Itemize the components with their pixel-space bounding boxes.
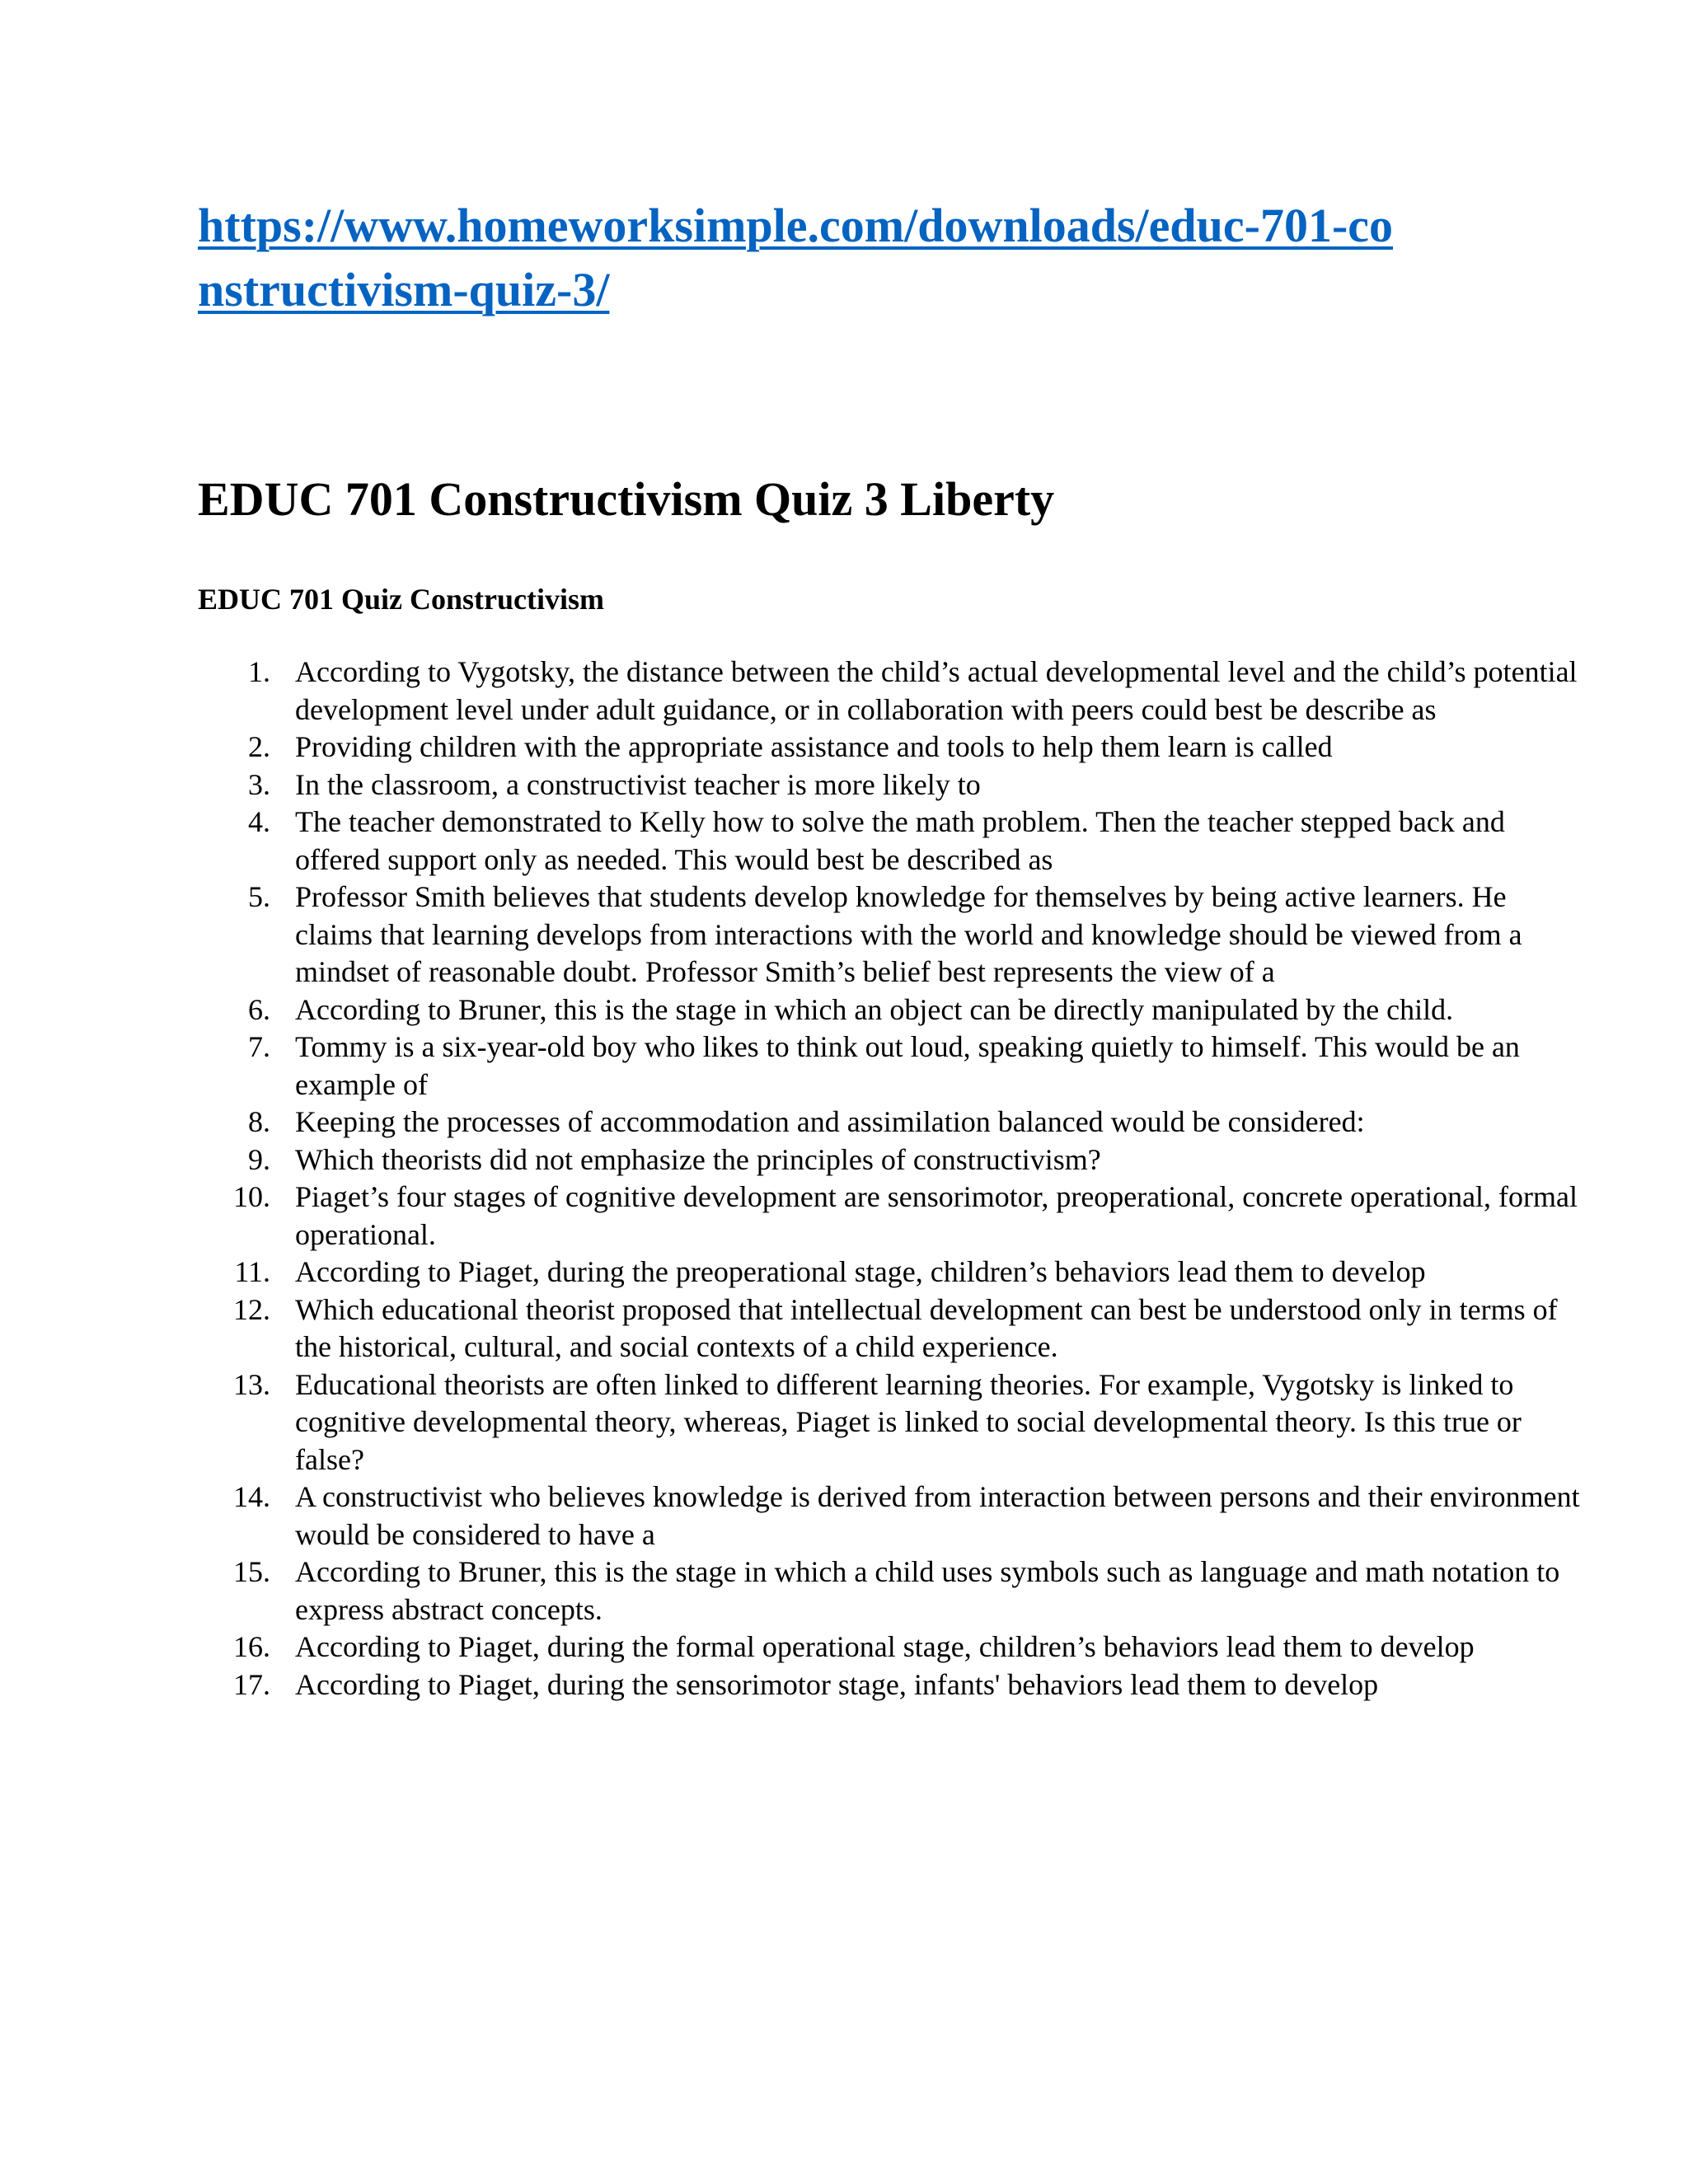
question-number: 3.: [248, 767, 270, 801]
question-number: 7.: [248, 1030, 270, 1063]
question-number: 16.: [233, 1630, 270, 1663]
question-number: 10.: [233, 1180, 270, 1213]
question-text: A constructivist who believes knowledge is derived from interaction between persons and their environment would be considered to have a: [295, 1480, 1580, 1551]
question-item-15: [198, 1554, 1581, 1629]
question-text: According to Piaget, during the formal operational stage, children’s behaviors lead them to develop: [295, 1630, 1475, 1663]
question-text: Providing children with the appropriate assistance and tools to help them learn is called: [295, 730, 1333, 763]
question-number: 5.: [248, 880, 270, 913]
question-item-13: [198, 1366, 1581, 1479]
question-number: 15.: [233, 1555, 270, 1588]
question-text: Professor Smith believes that students develop knowledge for themselves by being active learners. He claims that learning develops from interactions with the world and knowledge should be viewed from a mindset of reasonable doubt. Professor Smith’s belief best represents the view of a: [295, 880, 1522, 988]
question-item-14: [198, 1479, 1581, 1554]
question-text: According to Bruner, this is the stage in which an object can be directly manipulated by the child.: [295, 992, 1454, 1026]
question-item-16: [198, 1629, 1581, 1666]
document-subtitle: EDUC 701 Quiz Constructivism: [198, 583, 604, 616]
question-text: Keeping the processes of accommodation and assimilation balanced would be considered:: [295, 1105, 1365, 1138]
question-item-1: [198, 654, 1581, 729]
question-number: 11.: [234, 1255, 270, 1288]
question-item-17: [198, 1666, 1581, 1704]
question-text: Which educational theorist proposed that intellectual development can best be understood only in terms of the historical, cultural, and social contexts of a child experience.: [295, 1292, 1558, 1363]
question-number: 1.: [248, 655, 270, 688]
document-page: [198, 194, 1580, 1704]
question-item-7: [198, 1029, 1581, 1104]
question-text: According to Vygotsky, the distance between the child’s actual developmental level and the child’s potential development level under adult guidance, or in collaboration with peers could best be describe as: [295, 655, 1578, 726]
question-text: Piaget’s four stages of cognitive development are sensorimotor, preoperational, concrete operational, formal operational.: [295, 1180, 1578, 1251]
question-item-2: [198, 729, 1581, 766]
question-text: The teacher demonstrated to Kelly how to solve the math problem. Then the teacher stepped back and offered support only as needed. This would best be described as: [295, 805, 1505, 876]
document-title: EDUC 701 Constructivism Quiz 3 Liberty: [198, 472, 1055, 526]
question-text: Educational theorists are often linked to different learning theories. For example, Vygotsky is linked to cognitive developmental theory, whereas, Piaget is linked to social developmental theory. Is this true or false?: [295, 1367, 1522, 1476]
question-number: 14.: [233, 1480, 270, 1513]
download-link[interactable]: https://www.homeworksimple.com/downloads/educ-701-constructivism-quiz-3/: [198, 199, 1394, 316]
question-item-12: [198, 1291, 1581, 1366]
question-text: Tommy is a six-year-old boy who likes to think out loud, speaking quietly to himself. This would be an example of: [295, 1030, 1520, 1101]
question-text: According to Piaget, during the preoperational stage, children’s behaviors lead them to develop: [295, 1255, 1426, 1288]
question-number: 6.: [248, 992, 270, 1026]
question-number: 17.: [233, 1667, 270, 1701]
question-number: 8.: [248, 1105, 270, 1138]
question-number: 13.: [233, 1367, 270, 1401]
question-item-4: [198, 804, 1581, 879]
question-item-10: [198, 1179, 1581, 1254]
question-item-9: [198, 1141, 1581, 1179]
question-number: 2.: [248, 730, 270, 763]
question-item-6: [198, 991, 1581, 1029]
question-number: 9.: [248, 1142, 270, 1176]
question-text: Which theorists did not emphasize the principles of constructivism?: [295, 1142, 1101, 1176]
question-text: According to Bruner, this is the stage in which a child uses symbols such as language and math notation to express abstract concepts.: [295, 1555, 1560, 1626]
question-item-3: [198, 766, 1581, 804]
question-list: [198, 654, 1580, 1704]
question-text: In the classroom, a constructivist teacher is more likely to: [295, 767, 981, 801]
question-number: 12.: [233, 1292, 270, 1326]
question-item-5: [198, 879, 1581, 991]
question-item-11: [198, 1254, 1581, 1291]
question-number: 4.: [248, 805, 270, 838]
question-text: According to Piaget, during the sensorimotor stage, infants' behaviors lead them to develop: [295, 1667, 1379, 1701]
question-item-8: [198, 1104, 1581, 1141]
